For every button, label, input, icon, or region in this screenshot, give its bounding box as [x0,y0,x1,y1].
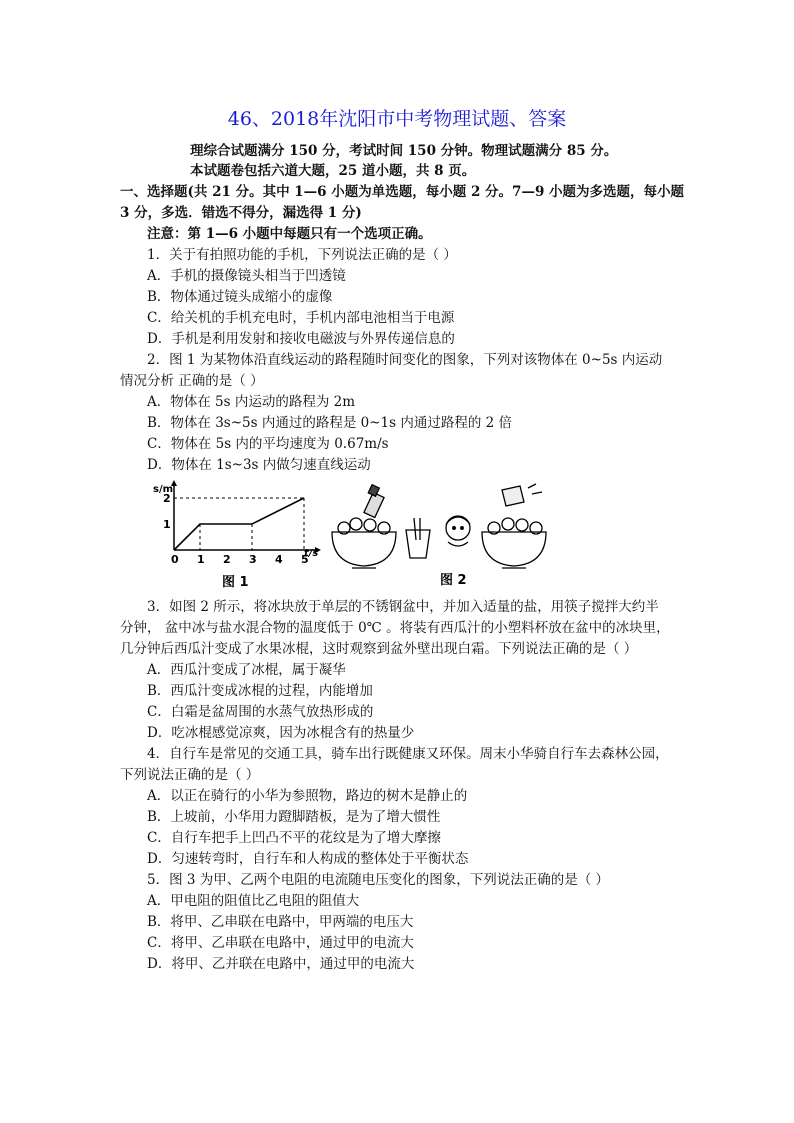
q3-stem-line3: 几分钟后西瓜汁变成了水果冰棍，这时观察到盆外壁出现白霜。下列说法正确的是（ ） [120,641,638,657]
pour-stream [528,484,542,494]
x-tick-label: 2 [223,553,231,566]
y-tick-label: 2 [163,492,171,505]
q4-stem-line2: 下列说法正确的是（ ） [120,767,260,783]
figure-1-graph [153,480,321,566]
ice-cube [364,519,376,531]
q4-stem-line1: 4．自行车是常见的交通工具，骑车出行既健康又环保。周末小华骑自行车去森林公园， [147,746,669,762]
boy-eye [453,527,456,530]
q3-option-c: C．白霜是盆周围的水蒸气放热形成的 [147,704,374,720]
figure-2-illustration [332,484,546,568]
q5-option-d: D．将甲、乙并联在电路中，通过甲的电流大 [147,956,415,972]
ice-cube [350,518,362,530]
bowl-left [332,532,396,566]
q1-option-a: A．手机的摄像镜头相当于凹透镜 [147,268,346,284]
q4-option-a: A．以正在骑行的小华为参照物，路边的树木是静止的 [147,788,468,804]
y-tick-label: 1 [163,518,171,531]
salt-shaker [364,492,384,517]
exam-info-line1: 理综合试题满分 150 分，考试时间 150 分钟。物理试题满分 85 分。 [190,143,618,159]
ice-cube [502,518,514,530]
q2-option-d: D．物体在 1s~3s 内做匀速直线运动 [147,457,371,473]
boy-eye [461,527,464,530]
plastic-cup [406,530,430,558]
q1-option-d: D．手机是利用发射和接收电磁波与外界传递信息的 [147,331,455,347]
x-tick-label: 3 [249,553,257,566]
q4-option-d: D．匀速转弯时，自行车和人构成的整体处于平衡状态 [147,851,469,867]
section1-heading-line1: 一、选择题(共 21 分。其中 1—6 小题为单选题，每小题 2 分。7—9 小题为多选题，每小题 [120,184,685,200]
q2-option-a: A．物体在 5s 内运动的路程为 2m [147,394,356,410]
figure-2-caption: 图 2 [440,573,467,588]
q3-option-d: D．吃冰棍感觉凉爽，因为冰棍含有的热量少 [147,725,415,741]
q2-option-b: B．物体在 3s~5s 内通过的路程是 0~1s 内通过路程的 2 倍 [147,415,513,431]
q3-option-b: B．西瓜汁变成冰棍的过程，内能增加 [147,683,373,699]
bowl-right [482,532,546,566]
boy-shoulders [448,542,468,546]
pouring-cup [502,486,524,506]
q5-option-a: A．甲电阻的阻值比乙电阻的阻值大 [147,893,360,909]
x-tick-label: 4 [275,553,283,566]
q5-stem: 5．图 3 为甲、乙两个电阻的电流随电压变化的图象，下列说法正确的是（ ） [147,872,610,888]
x-tick-label: 5 [301,553,309,566]
q3-stem-line1: 3．如图 2 所示，将冰块放于单层的不锈钢盆中，并加入适量的盐，用筷子搅拌大约半 [147,599,659,615]
series-line [174,498,304,550]
section1-heading-line2: 3 分，多选．错选不得分，漏选得 1 分) [120,205,362,221]
ice-cube [516,519,528,531]
q5-option-b: B．将甲、乙串联在电路中，甲两端的电压大 [147,914,414,930]
q4-option-b: B．上坡前，小华用力蹬脚踏板，是为了增大惯性 [147,809,441,825]
q1-option-b: B．物体通过镜头成缩小的虚像 [147,289,333,305]
x-tick-label: 0 [171,553,179,566]
q3-option-a: A．西瓜汁变成了冰棍，属于凝华 [147,662,346,678]
x-axis-label: t/s [304,548,319,559]
figures [150,480,570,595]
x-tick-label: 1 [197,553,205,566]
q2-stem-line2: 情况分析 正确的是（ ） [120,373,264,389]
figure-1-caption: 图 1 [222,575,249,590]
q1-stem: 1．关于有拍照功能的手机，下列说法正确的是（ ） [147,247,457,263]
section1-note: 注意：第 1—6 小题中每题只有一个选项正确。 [147,226,432,242]
q2-stem-line1: 2．图 1 为某物体沿直线运动的路程随时间变化的图象，下列对该物体在 0~5s 内运动 [147,352,663,368]
q4-option-c: C．自行车把手上凹凸不平的花纹是为了增大摩擦 [147,830,441,846]
q5-option-c: C．将甲、乙串联在电路中，通过甲的电流大 [147,935,414,951]
q2-option-c: C．物体在 5s 内的平均速度为 0.67m/s [147,436,389,452]
q1-option-c: C．给关机的手机充电时，手机内部电池相当于电源 [147,310,455,326]
q3-stem-line2: 分钟， 盆中冰与盐水混合物的温度低于 0℃ 。将装有西瓜汁的小塑料杯放在盆中的冰块里， [120,620,670,636]
page-title: 46、2018年沈阳市中考物理试题、答案 [227,108,567,130]
exam-info-line2: 本试题卷包括六道大题，25 道小题，共 8 页。 [190,163,476,179]
y-axis-label: s/m [153,484,174,495]
